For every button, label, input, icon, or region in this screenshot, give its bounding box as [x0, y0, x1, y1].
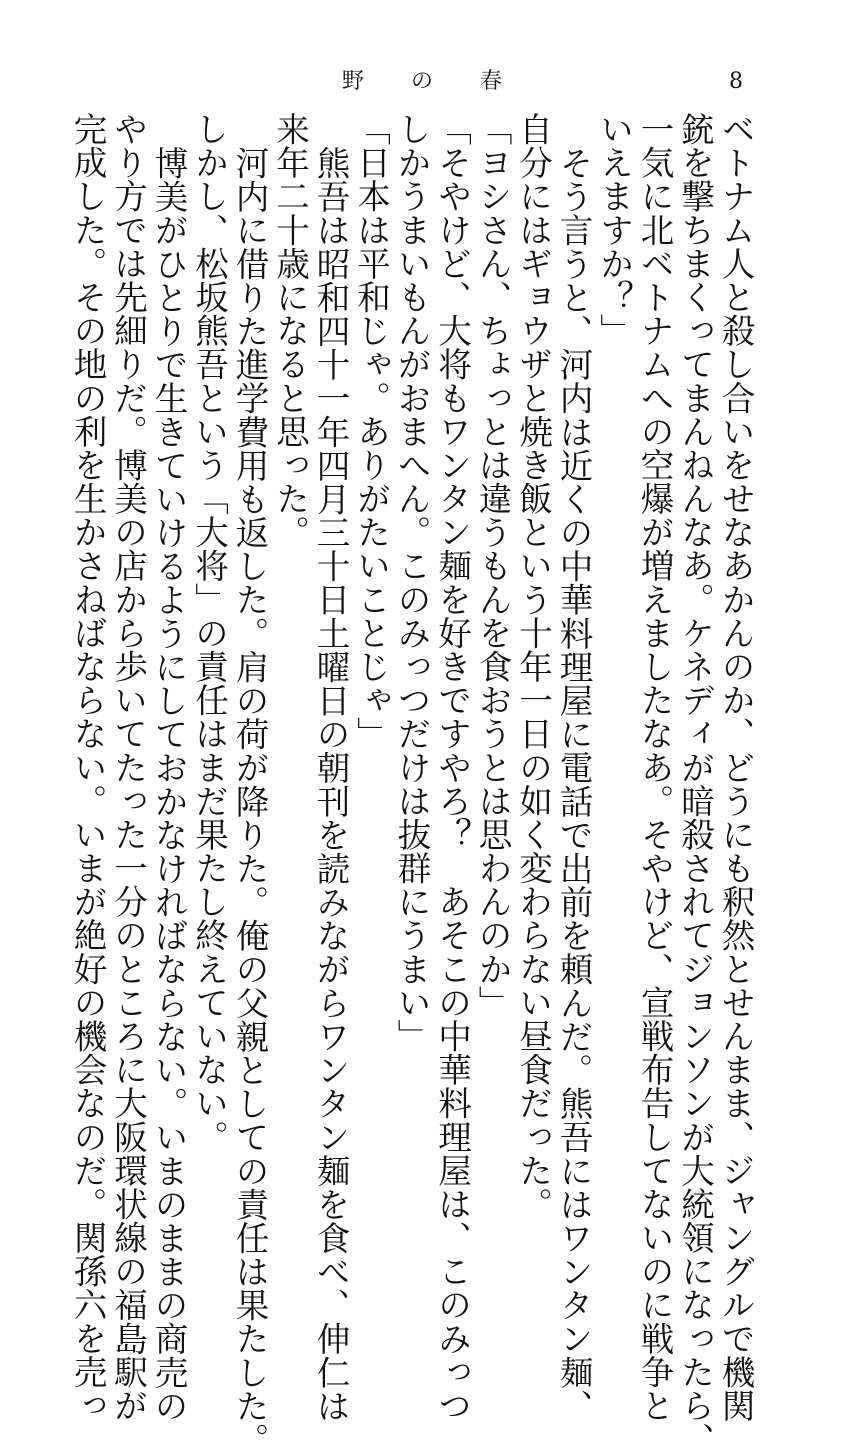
running-title-char: の: [410, 69, 433, 94]
text-line: 自分にはギョウザと焼き飯という十年一日の如く変わらない昼食だった。: [513, 112, 553, 1221]
text-line: 「ヨシさん、ちょっとは違うもんを食おうとは思わんのか」: [473, 112, 512, 1019]
text-line: 完成した。その地の利を生かさねばならない。いまが絶好の機会なのだ。関孫六を売っ: [68, 112, 107, 1423]
text-line: 博美がひとりで生きていけるようにしておかなければならない。いまのままの商売の: [149, 145, 188, 1423]
vertical-body-text: [67, 112, 756, 1456]
running-title-char: 春: [479, 69, 502, 94]
text-line: 熊吾は昭和四十一年四月三十日土曜日の朝刊を読みながらワンタン麺を食べ、伸仁は: [311, 145, 350, 1423]
text-line: ベトナム人と殺し合いをせなあかんのか、どうにも釈然とせんまま、ジャングルで機関: [716, 112, 755, 1423]
text-line: 河内に借りた進学費用も返した。肩の荷が降りた。俺の父親としての責任は果たした。: [230, 145, 269, 1456]
text-line: そう言うと、河内は近くの中華料理屋に電話で出前を頼んだ。熊吾にはワンタン麺、: [554, 145, 593, 1423]
running-title: [342, 70, 502, 94]
text-line: 「日本は平和じゃ。ありがたいことじゃ」: [351, 112, 391, 751]
text-line: 「そやけど、大将もワンタン麺を好きですやろ？ あそこの中華料理屋は、このみっつ: [432, 112, 472, 1423]
text-line: しかし、松坂熊吾という「大将」の責任はまだ果たし終えていない。: [189, 112, 229, 1154]
text-line: 銃を撃ちまくってまんねんなあ。ケネディが暗殺されてジョンソンが大統領になったら、: [675, 112, 715, 1456]
text-line: やり方では先細りだ。博美の店から歩いてたった一分のところに大阪環状線の福島駅が: [108, 112, 148, 1423]
page-number: 8: [729, 69, 743, 94]
text-line: 来年二十歳になると思った。: [270, 112, 310, 549]
text-line: しかうまいもんがおまへん。このみっつだけは抜群にうまい」: [392, 112, 431, 1053]
text-line: いえますか？」: [594, 112, 634, 348]
text-line: 一気に北ベトナムへの空爆が増えましたなあ。そやけど、宣戦布告してないのに戦争と: [635, 112, 674, 1423]
running-title-char: 野: [342, 69, 365, 94]
